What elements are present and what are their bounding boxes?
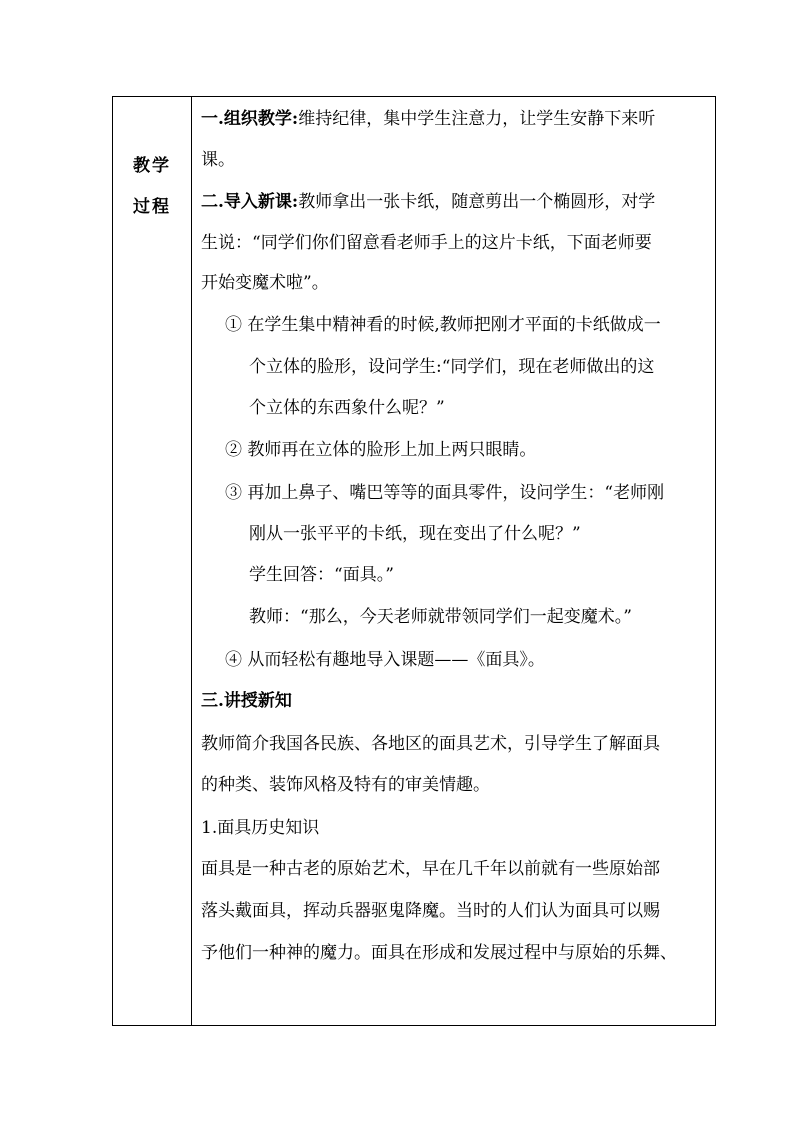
section-3-heading: 三.讲授新知 (201, 691, 292, 711)
item-3-line-1: ③ 再加上鼻子、嘴巴等等的面具零件，设问学生：“老师刚 (225, 483, 665, 503)
section-1-heading: 一.组织教学: (201, 109, 299, 129)
item-2: ② 教师再在立体的脸形上加上两只眼睛。 (225, 440, 537, 460)
lesson-table (112, 96, 716, 1026)
section-2-line-2: 生说：“同学们你们留意看老师手上的这片卡纸，下面老师要 (201, 233, 652, 253)
section-3-line-2: 的种类、装饰风格及特有的审美情趣。 (201, 775, 490, 795)
paragraph-1-line-2: 落头戴面具，挥动兵器驱鬼降魔。当时的人们认为面具可以赐 (201, 901, 660, 921)
column-divider (191, 97, 192, 1025)
label-process: 过程 (133, 197, 171, 217)
item-3-line-3: 学生回答：“面具。” (249, 565, 394, 585)
label-teaching: 教学 (133, 156, 171, 176)
subsection-1-heading: 1.面具历史知识 (201, 818, 320, 838)
item-4: ④ 从而轻松有趣地导入课题——《面具》。 (225, 650, 545, 670)
section-2-heading: 二.导入新课: (201, 192, 299, 212)
item-1-line-2: 个立体的脸形，设问学生:“同学们，现在老师做出的这 (249, 357, 655, 377)
section-1-line-1: 一.组织教学:维持纪律，集中学生注意力，让学生安静下来听 (201, 109, 656, 129)
paragraph-1-line-3: 予他们一种神的魔力。面具在形成和发展过程中与原始的乐舞、 (201, 943, 677, 963)
section-1-line-2: 课。 (201, 150, 235, 170)
item-3-line-4: 教师：“那么，今天老师就带领同学们一起变魔术。” (249, 607, 632, 627)
item-3-line-2: 刚从一张平平的卡纸，现在变出了什么呢？” (249, 524, 581, 544)
section-2-line-1: 二.导入新课:教师拿出一张卡纸，随意剪出一个椭圆形，对学 (201, 192, 656, 212)
section-2-line-3: 开始变魔术啦”。 (201, 273, 329, 293)
section-3-line-1: 教师简介我国各民族、各地区的面具艺术，引导学生了解面具 (201, 734, 660, 754)
item-1-line-3: 个立体的东西象什么呢？” (249, 398, 445, 418)
paragraph-1-line-1: 面具是一种古老的原始艺术，早在几千年以前就有一些原始部 (201, 859, 660, 879)
item-1-line-1: ① 在学生集中精神看的时候,教师把刚才平面的卡纸做成一 (225, 315, 661, 335)
